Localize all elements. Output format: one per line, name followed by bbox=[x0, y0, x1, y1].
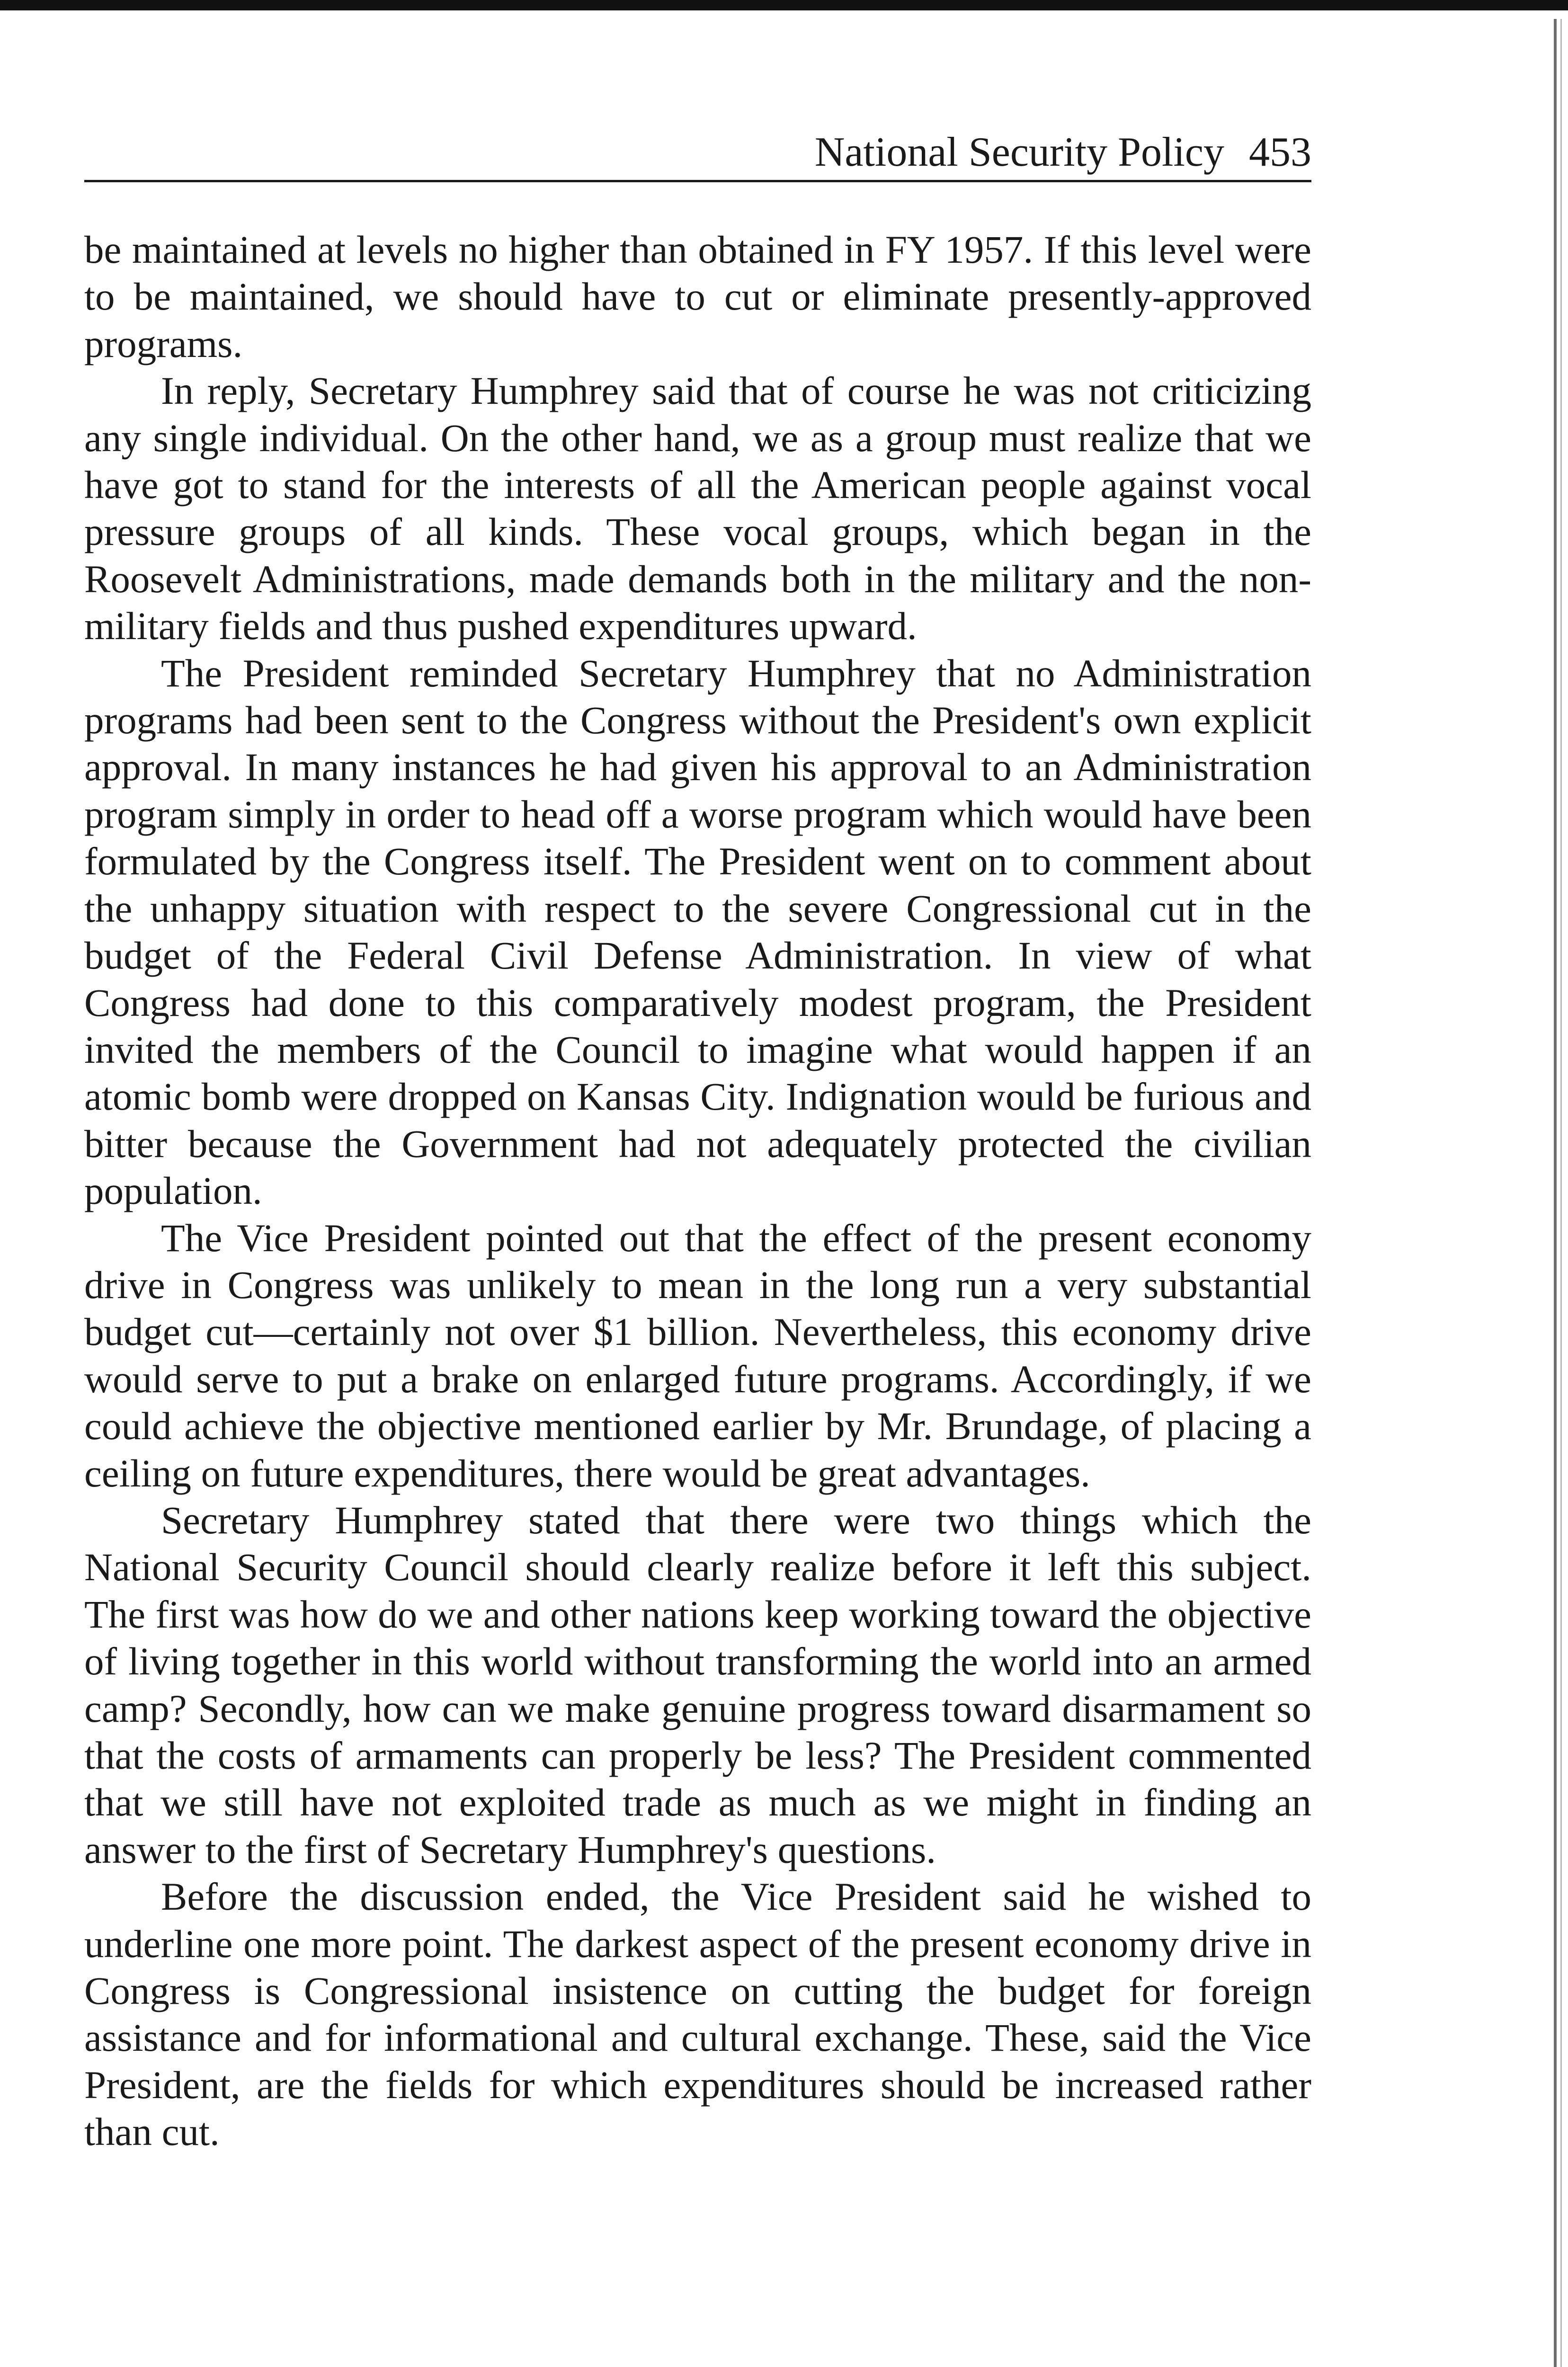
paragraph-president-reminder: The President reminded Secretary Humphrey that no Administration programs had been sent to the Congress without the President's own explicit approval. In many instances he had given his approval to an Administration program simply in order to head off a worse program which would have been formulated by the Congress itself. The President went on to comment about the unhappy situation with respect to the severe Congressional cut in the budget of the Federal Civil Defense Administration. In view of what Congress had done to this comparatively modest program, the President invited the members of the Council to imagine what would happen if an atomic bomb were dropped on Kansas City. Indignation would be furious and bitter because the Government had not adequately protected the civilian population. bbox=[84, 651, 1311, 1213]
page-right-edge-shadow bbox=[1560, 19, 1562, 2367]
running-header-text bbox=[815, 128, 1311, 176]
body-text bbox=[84, 226, 1311, 2156]
paragraph-humphrey-reply: In reply, Secretary Humphrey said that of course he was not criticizing any single individual. On the other hand, we as a group must realize that we have got to stand for the interests of all the American people against vocal pressure groups of all kinds. These vocal groups, which began in the Roosevelt Administrations, made demands both in the military and the non-military fields and thus pushed expenditures upward. bbox=[84, 369, 1311, 648]
running-header bbox=[84, 128, 1311, 182]
page-number: 453 bbox=[1249, 129, 1311, 175]
running-title: National Security Policy bbox=[814, 129, 1224, 175]
paragraph-humphrey-two-things: Secretary Humphrey stated that there were two things which the National Security Council should clearly realize before it left this subject. The first was how do we and other nations keep working toward the objective of living together in this world without transforming the world into an armed camp? Secondly, how can we make genuine progress toward disarmament so that the costs of armaments can properly be less? The President commented that we still have not exploited trade as much as we might in finding an answer to the first of Secretary Humphrey's questions. bbox=[84, 1498, 1311, 1871]
paragraph-vice-president-economy: The Vice President pointed out that the effect of the present economy drive in Congress was unlikely to mean in the long run a very substantial budget cut—certainly not over $1 billion. Nevertheless, this economy drive would serve to put a brake on enlarged future programs. Accordingly, if we could achieve the objective mentioned earlier by Mr. Brundage, of placing a ceiling on future expenditures, there would be great advantages. bbox=[84, 1216, 1311, 1495]
page-right-edge bbox=[1554, 19, 1557, 2367]
paragraph-vice-president-final-point: Before the discussion ended, the Vice President said he wished to underline one more point. The darkest aspect of the present economy drive in Congress is Congressional insistence on cutting the budget for foreign assistance and for informational and cultural exchange. These, said the Vice President, are the fields for which expenditures should be increased rather than cut. bbox=[84, 1875, 1311, 2154]
paragraph-continued: be maintained at levels no higher than obtained in FY 1957. If this level were to be maintained, we should have to cut or eliminate presently-approved programs. bbox=[84, 228, 1311, 365]
page-top-border bbox=[0, 0, 1568, 10]
